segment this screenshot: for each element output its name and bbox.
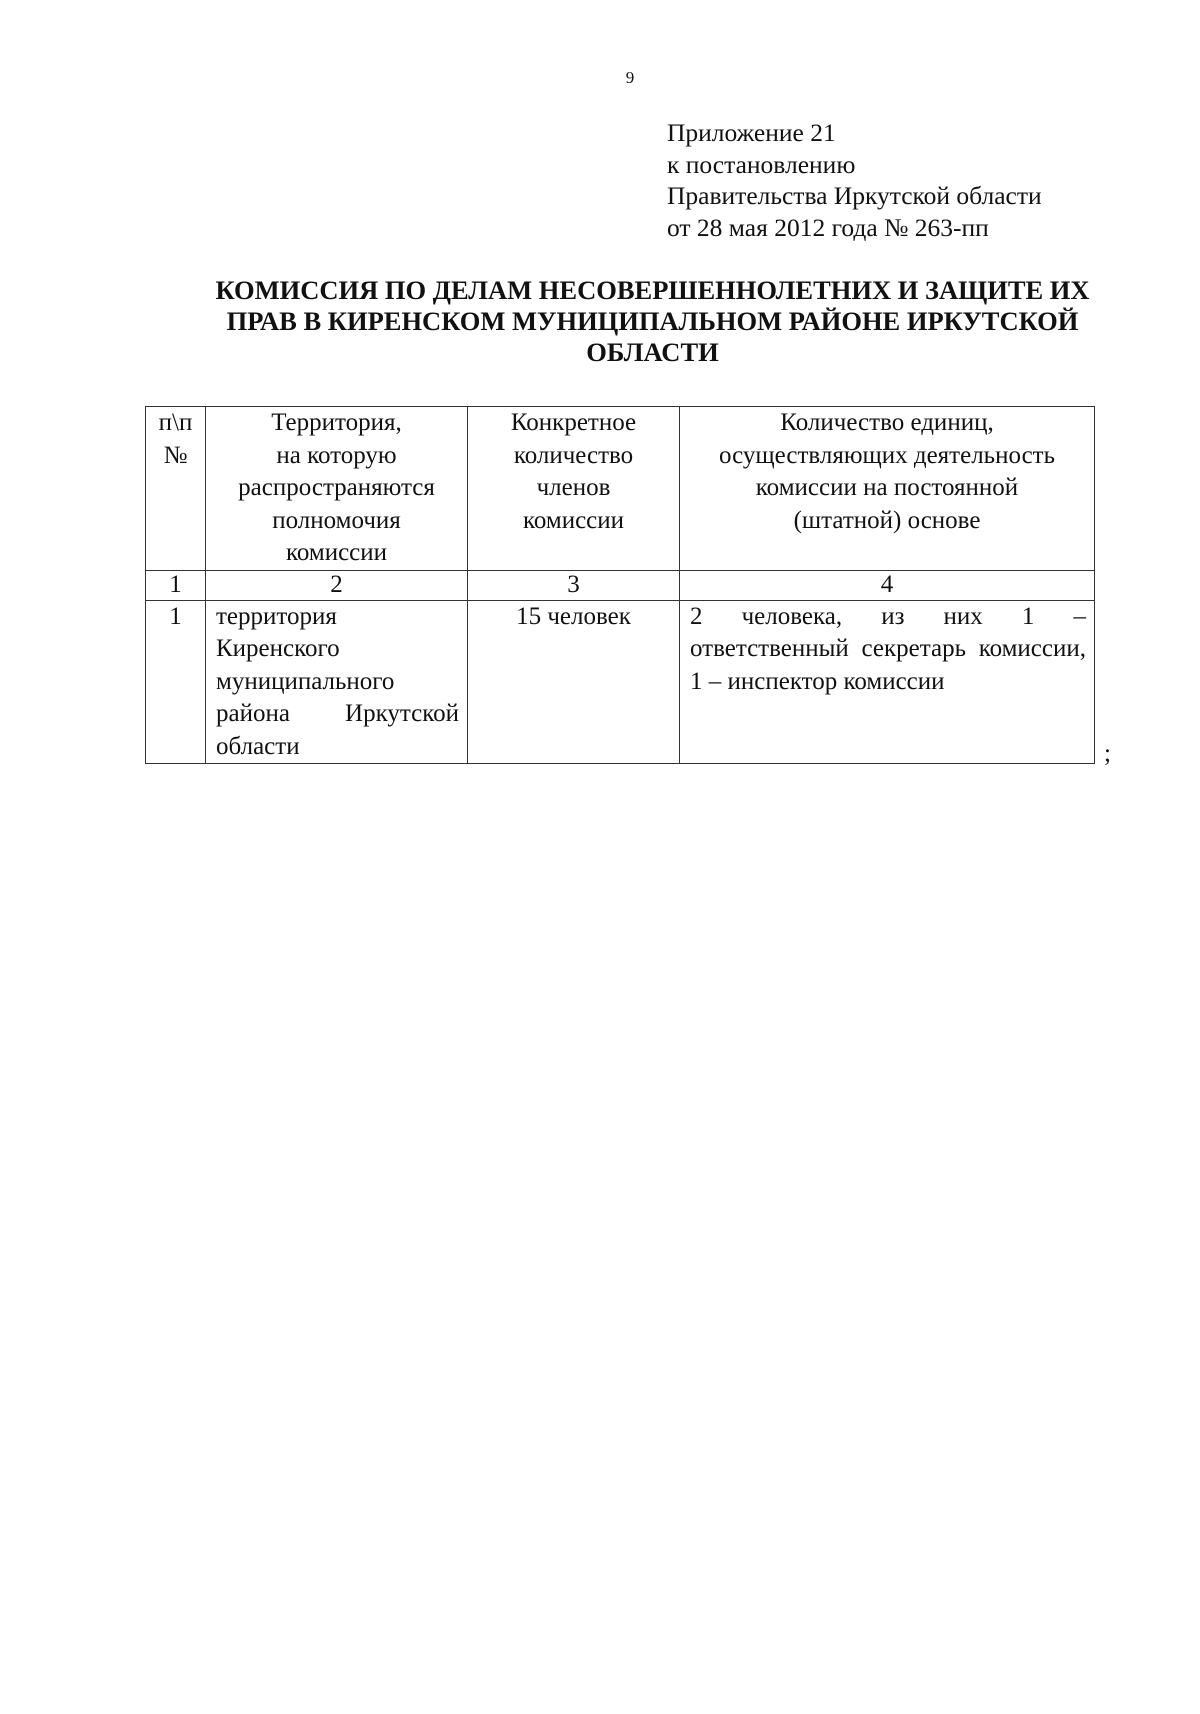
column-number-cell: 2	[206, 570, 468, 600]
header-text: №	[163, 441, 188, 469]
header-text: полномочия	[272, 506, 401, 534]
table-header-row	[146, 407, 1095, 571]
header-cell-number	[146, 407, 206, 571]
appendix-line: Правительства Иркутской области	[667, 181, 1042, 210]
column-number-cell: 3	[468, 570, 680, 600]
trailing-semicolon: ;	[1104, 740, 1111, 767]
members-count-cell: 15 человек	[468, 600, 680, 764]
header-text: Конкретное	[510, 409, 637, 436]
header-text: комиссии	[285, 539, 388, 566]
header-text: Территория,	[271, 409, 402, 436]
header-text: комиссии на постоянной	[755, 474, 1019, 501]
header-text: Количество единиц,	[780, 409, 994, 436]
title-line: ОБЛАСТИ	[586, 337, 719, 367]
title-line: КОМИССИЯ ПО ДЕЛАМ НЕСОВЕРШЕННОЛЕТНИХ И ЗАЩИТЕ ИХ	[215, 275, 1090, 305]
title-line: ПРАВ В КИРЕНСКОМ МУНИЦИПАЛЬНОМ РАЙОНЕ ИРКУТСКОЙ	[226, 306, 1079, 336]
table-row	[146, 600, 1095, 764]
document-title	[145, 275, 1160, 368]
header-text: распространяются	[238, 474, 435, 501]
header-text: п\п	[158, 409, 193, 436]
column-number-cell: 1	[146, 570, 206, 600]
header-text: осуществляющих деятельность	[718, 441, 1056, 469]
header-cell-territory	[206, 407, 468, 571]
header-text: на которую	[276, 441, 397, 469]
appendix-line: Приложение 21	[667, 118, 836, 147]
staff-units-cell: 2 человека, из них 1 – ответственный секретарь комиссии, 1 – инспектор комиссии	[680, 600, 1095, 764]
header-cell-members	[468, 407, 680, 571]
row-number-cell: 1	[146, 600, 206, 764]
column-number-row	[146, 570, 1095, 600]
header-cell-staff	[680, 407, 1095, 571]
appendix-line: от 28 мая 2012 года № 263-пп	[667, 212, 989, 242]
territory-cell: территория Киренского муниципального района Иркутской области	[206, 600, 468, 764]
column-number-cell: 4	[680, 570, 1095, 600]
header-text: (штатной) основе	[793, 506, 981, 534]
header-text: членов	[536, 474, 611, 501]
header-text: количество	[513, 441, 634, 469]
appendix-line: к постановлению	[667, 149, 856, 179]
header-text: комиссии	[522, 506, 625, 534]
page-number: 9	[625, 68, 635, 87]
commission-table	[145, 406, 1095, 764]
appendix-reference	[667, 117, 1042, 243]
